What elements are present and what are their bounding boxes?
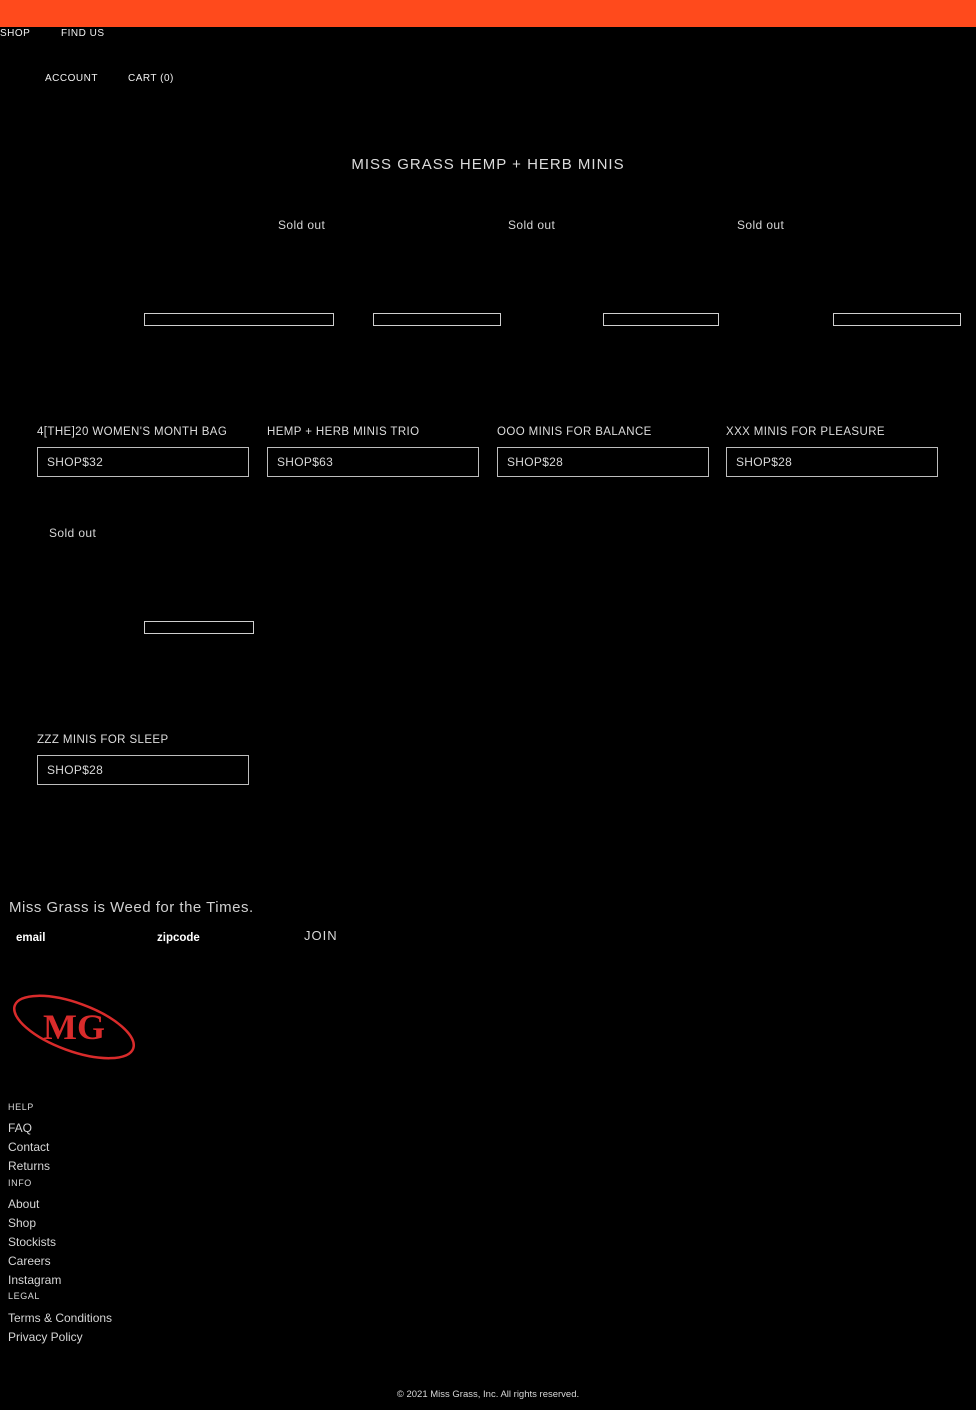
zipcode-input[interactable]	[157, 932, 287, 944]
product-title[interactable]: OOO MINIS FOR BALANCE	[497, 426, 652, 438]
shop-button[interactable]: SHOP$63	[267, 447, 479, 477]
shop-button[interactable]: SHOP$28	[497, 447, 709, 477]
email-input[interactable]	[16, 932, 146, 944]
shop-button[interactable]: SHOP$28	[726, 447, 938, 477]
sold-out-badge: Sold out	[508, 218, 556, 232]
product-title[interactable]: XXX MINIS FOR PLEASURE	[726, 426, 885, 438]
announcement-bar	[0, 0, 976, 27]
footer-link-instagram[interactable]: Instagram	[8, 1273, 62, 1287]
shop-button[interactable]: SHOP$32	[37, 447, 249, 477]
page-title: MISS GRASS HEMP + HERB MINIS	[351, 156, 625, 173]
shop-button[interactable]: SHOP$28	[37, 755, 249, 785]
product-image[interactable]	[373, 313, 501, 326]
footer-heading-help: HELP	[8, 1102, 34, 1112]
sold-out-badge: Sold out	[278, 218, 326, 232]
footer-link-faq[interactable]: FAQ	[8, 1121, 33, 1135]
footer-link-shop[interactable]: Shop	[8, 1216, 37, 1230]
nav-cart[interactable]: CART (0)	[128, 73, 174, 84]
logo-mark: MG	[43, 1007, 105, 1047]
footer-link-returns[interactable]: Returns	[8, 1159, 51, 1173]
product-image[interactable]	[144, 621, 254, 634]
newsletter-heading: Miss Grass is Weed for the Times.	[9, 899, 254, 916]
product-image[interactable]	[603, 313, 719, 326]
footer-link-contact[interactable]: Contact	[8, 1140, 50, 1154]
nav-shop[interactable]: SHOP	[0, 28, 31, 39]
sold-out-badge: Sold out	[737, 218, 785, 232]
join-button[interactable]: JOIN	[304, 928, 338, 943]
footer-heading-info: INFO	[8, 1178, 32, 1188]
footer-heading-legal: LEGAL	[8, 1291, 41, 1301]
nav-find-us[interactable]: FIND US	[61, 28, 105, 39]
footer-link-terms[interactable]: Terms & Conditions	[8, 1311, 113, 1325]
nav-account[interactable]: ACCOUNT	[45, 73, 98, 84]
footer-link-stockists[interactable]: Stockists	[8, 1235, 57, 1249]
footer-link-privacy[interactable]: Privacy Policy	[8, 1330, 83, 1344]
copyright: © 2021 Miss Grass, Inc. All rights reserved.	[396, 1389, 580, 1400]
product-title[interactable]: ZZZ MINIS FOR SLEEP	[37, 734, 169, 746]
footer-link-about[interactable]: About	[8, 1197, 40, 1211]
product-title[interactable]: HEMP + HERB MINIS TRIO	[267, 426, 420, 438]
sold-out-badge: Sold out	[49, 526, 97, 540]
product-title[interactable]: 4[THE]20 WOMEN'S MONTH BAG	[37, 426, 228, 438]
product-image[interactable]	[833, 313, 961, 326]
product-image[interactable]	[144, 313, 334, 326]
brand-logo[interactable]	[10, 990, 140, 1064]
footer-link-careers[interactable]: Careers	[8, 1254, 51, 1268]
